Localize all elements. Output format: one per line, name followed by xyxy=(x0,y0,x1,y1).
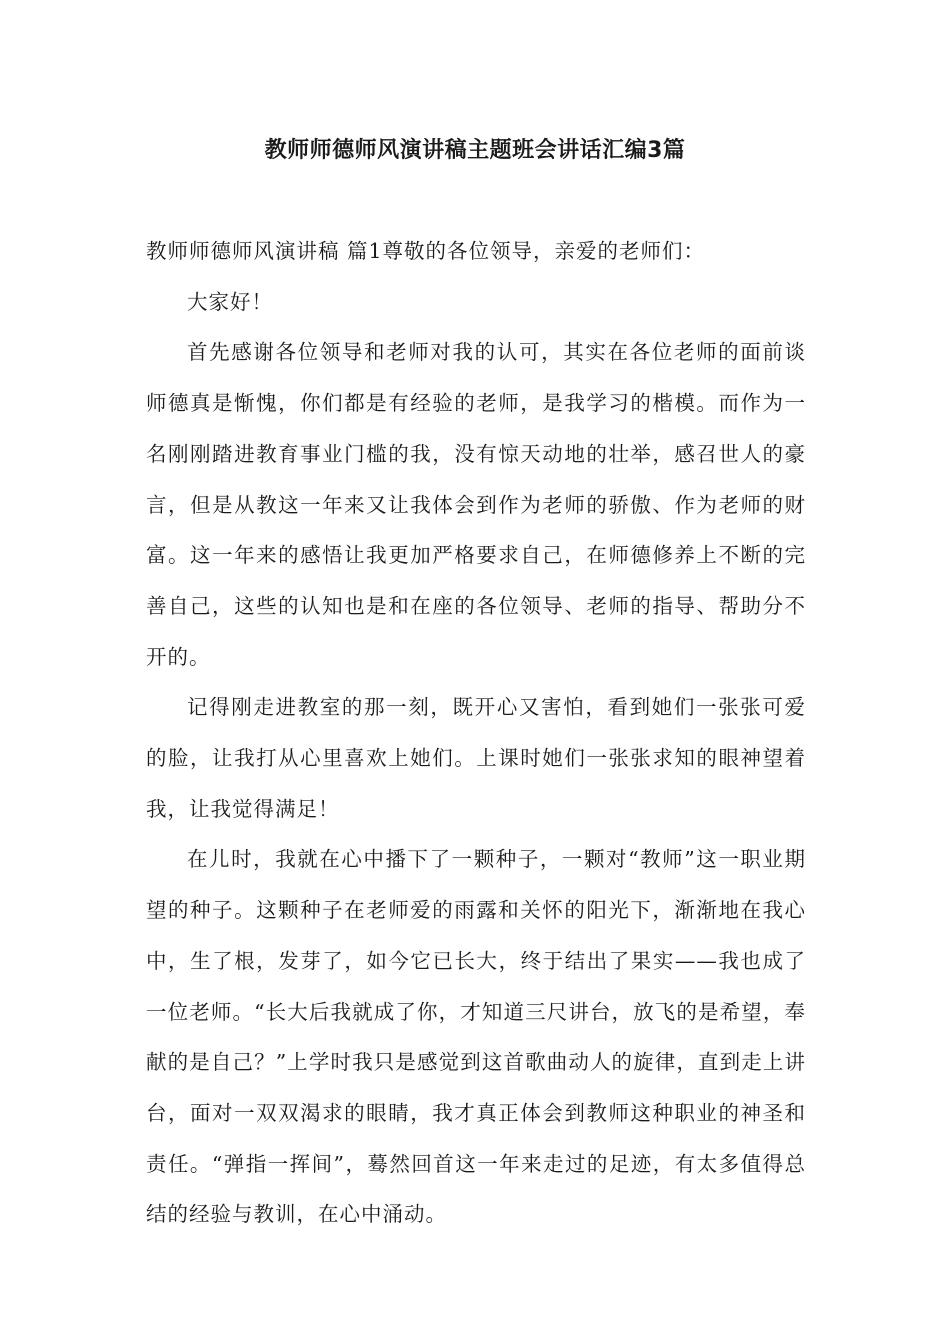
paragraph: 首先感谢各位领导和老师对我的认可，其实在各位老师的面前谈师德真是惭愧，你们都是有经验的老师，是我学习的楷模。而作为一名刚刚踏进教育事业门槛的我，没有惊天动地的壮举，感召世人的豪言，但是从教这一年来又让我体会到作为老师的骄傲、作为老师的财富。这一年来的感悟让我更加严格要求自己，在师德修养上不断的完善自己，这些的认知也是和在座的各位领导、老师的指导、帮助分不开的。 xyxy=(146,340,806,669)
document-title: 教师师德师风演讲稿主题班会讲话汇编3篇 xyxy=(264,138,686,163)
paragraph-greeting: 大家好！ xyxy=(187,289,273,314)
paragraph: 在儿时，我就在心中播下了一颗种子，一颗对“教师”这一职业期望的种子。这颗种子在老师爱的雨露和关怀的阳光下，渐渐地在我心中，生了根，发芽了，如今它已长大，终于结出了果实——我也成了一位老师。“长大后我就成了你，才知道三尺讲台，放飞的是希望，奉献的是自己？”上学时我只是感觉到这首歌曲动人的旋律，直到走上讲台，面对一双双渴求的眼睛，我才真正体会到教师这种职业的神圣和责任。“弹指一挥间”，蓦然回首这一年来走过的足迹，有太多值得总结的经验与教训，在心中涌动。 xyxy=(146,847,806,1227)
paragraph: 记得刚走进教室的那一刻，既开心又害怕，看到她们一张张可爱的脸，让我打从心里喜欢上她们。上课时她们一张张求知的眼神望着我，让我觉得满足！ xyxy=(146,695,806,821)
document-body xyxy=(146,226,806,1240)
paragraph-salutation: 教师师德师风演讲稿 篇1尊敬的各位领导，亲爱的老师们： xyxy=(146,239,706,263)
